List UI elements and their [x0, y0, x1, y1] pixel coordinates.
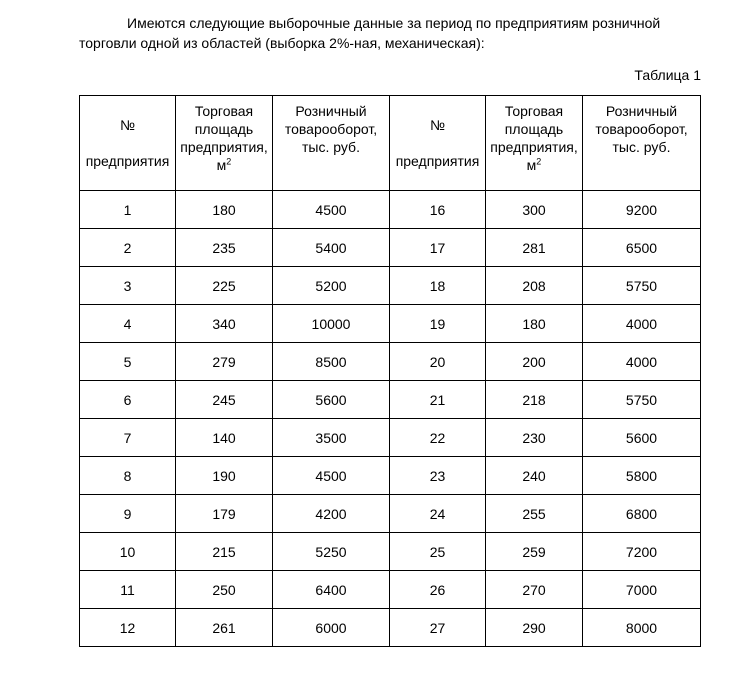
cell: 5750 — [583, 267, 701, 305]
table-caption: Таблица 1 — [634, 67, 701, 83]
cell: 27 — [390, 609, 486, 647]
cell: 21 — [390, 381, 486, 419]
cell: 7000 — [583, 571, 701, 609]
cell: 259 — [486, 533, 583, 571]
cell: 10 — [80, 533, 176, 571]
header-retail-turnover: Розничный товарооборот, тыс. руб. — [273, 96, 390, 191]
cell: 25 — [390, 533, 486, 571]
table-row — [80, 533, 701, 571]
cell: 6500 — [583, 229, 701, 267]
table-row — [80, 457, 701, 495]
table-row — [80, 343, 701, 381]
cell: 26 — [390, 571, 486, 609]
header-retail-turnover-2: Розничный товарооборот, тыс. руб. — [583, 96, 701, 191]
cell: 290 — [486, 609, 583, 647]
cell: 180 — [486, 305, 583, 343]
table-row — [80, 229, 701, 267]
cell: 3 — [80, 267, 176, 305]
cell: 18 — [390, 267, 486, 305]
cell: 4000 — [583, 343, 701, 381]
cell: 19 — [390, 305, 486, 343]
cell: 16 — [390, 191, 486, 229]
cell: 8000 — [583, 609, 701, 647]
cell: 208 — [486, 267, 583, 305]
cell: 140 — [176, 419, 273, 457]
table-row — [80, 267, 701, 305]
cell: 270 — [486, 571, 583, 609]
table-row — [80, 191, 701, 229]
cell: 12 — [80, 609, 176, 647]
cell: 1 — [80, 191, 176, 229]
header-enterprise-number: № предприятия — [80, 96, 176, 191]
cell: 218 — [486, 381, 583, 419]
table-row — [80, 381, 701, 419]
cell: 24 — [390, 495, 486, 533]
cell: 8500 — [273, 343, 390, 381]
table-row — [80, 419, 701, 457]
cell: 4 — [80, 305, 176, 343]
cell: 4500 — [273, 191, 390, 229]
cell: 190 — [176, 457, 273, 495]
table-row — [80, 305, 701, 343]
header-enterprise-number-2: № предприятия — [390, 96, 486, 191]
cell: 230 — [486, 419, 583, 457]
table-row — [80, 609, 701, 647]
cell: 5 — [80, 343, 176, 381]
cell: 4000 — [583, 305, 701, 343]
data-table — [79, 95, 701, 647]
cell: 5600 — [273, 381, 390, 419]
cell: 340 — [176, 305, 273, 343]
cell: 5750 — [583, 381, 701, 419]
intro-line-2: торговли одной из областей (выборка 2%-ная, механическая): — [79, 35, 485, 51]
cell: 6 — [80, 381, 176, 419]
cell: 7200 — [583, 533, 701, 571]
intro-text — [79, 13, 699, 53]
cell: 9 — [80, 495, 176, 533]
header-trade-area: Торговая площадь предприятия, $м^2$ — [176, 96, 273, 191]
cell: 3500 — [273, 419, 390, 457]
cell: 5200 — [273, 267, 390, 305]
intro-line-1: Имеются следующие выборочные данные за период по предприятиям розничной — [127, 15, 661, 31]
table-row — [80, 571, 701, 609]
cell: 179 — [176, 495, 273, 533]
cell: 5800 — [583, 457, 701, 495]
cell: 5400 — [273, 229, 390, 267]
cell: 6800 — [583, 495, 701, 533]
cell: 23 — [390, 457, 486, 495]
table-row — [80, 495, 701, 533]
cell: 10000 — [273, 305, 390, 343]
cell: 261 — [176, 609, 273, 647]
cell: 5250 — [273, 533, 390, 571]
cell: 245 — [176, 381, 273, 419]
cell: 6000 — [273, 609, 390, 647]
cell: 200 — [486, 343, 583, 381]
cell: 6400 — [273, 571, 390, 609]
cell: 20 — [390, 343, 486, 381]
cell: 215 — [176, 533, 273, 571]
cell: 281 — [486, 229, 583, 267]
cell: 11 — [80, 571, 176, 609]
cell: 300 — [486, 191, 583, 229]
cell: 9200 — [583, 191, 701, 229]
cell: 5600 — [583, 419, 701, 457]
header-trade-area-2: Торговая площадь предприятия, $м^2$ — [486, 96, 583, 191]
cell: 2 — [80, 229, 176, 267]
cell: 8 — [80, 457, 176, 495]
cell: 7 — [80, 419, 176, 457]
cell: 240 — [486, 457, 583, 495]
cell: 180 — [176, 191, 273, 229]
cell: 4500 — [273, 457, 390, 495]
cell: 17 — [390, 229, 486, 267]
cell: 22 — [390, 419, 486, 457]
cell: 250 — [176, 571, 273, 609]
cell: 225 — [176, 267, 273, 305]
cell: 4200 — [273, 495, 390, 533]
cell: 255 — [486, 495, 583, 533]
cell: 279 — [176, 343, 273, 381]
table-header-row — [80, 96, 701, 191]
cell: 235 — [176, 229, 273, 267]
